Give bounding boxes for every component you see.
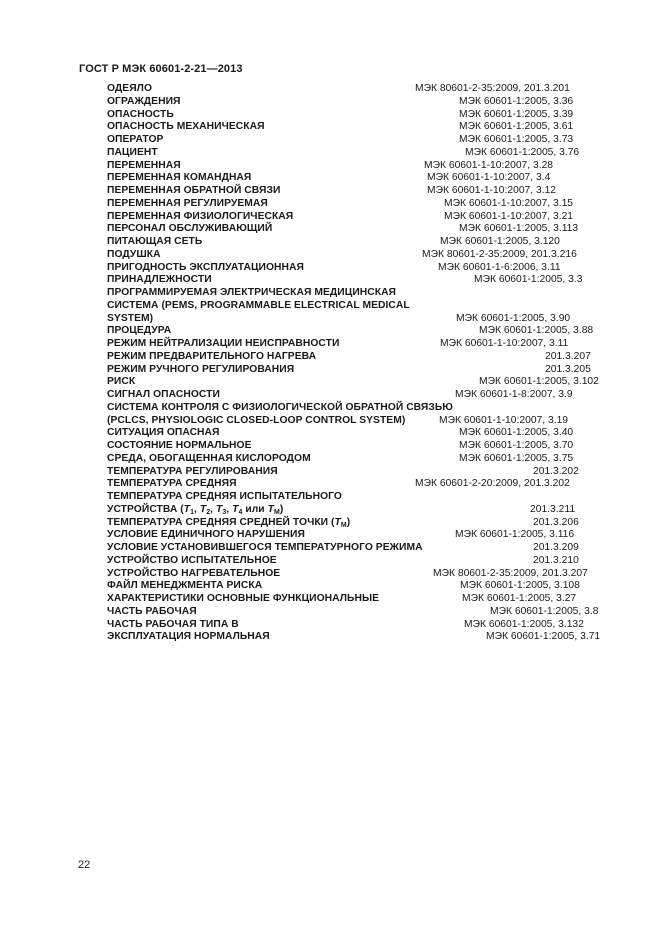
index-entry (107, 542, 607, 555)
index-term: ЭКСПЛУАТАЦИЯ НОРМАЛЬНАЯ (107, 631, 270, 643)
index-entry (107, 453, 607, 466)
index-term: РИСК (107, 376, 136, 388)
index-term: ОДЕЯЛО (107, 83, 153, 94)
index-term: ПИТАЮЩАЯ СЕТЬ (107, 236, 203, 247)
index-entry (107, 96, 607, 109)
index-reference: 201.3.207 (545, 350, 591, 362)
index-term: SYSTEM) (107, 312, 154, 324)
index-reference: 201.3.202 (533, 465, 579, 477)
index-reference: МЭК 60601-1-10:2007, 3.11 (440, 338, 569, 349)
index-reference: МЭК 60601-1:2005, 3.88 (479, 325, 594, 337)
index-term: ПЕРЕМЕННАЯ ФИЗИОЛОГИЧЕСКАЯ (107, 210, 294, 222)
index-entry (107, 529, 607, 542)
index-reference: 201.3.206 (533, 516, 579, 528)
index-term: (PCLCS, PHYSIOLOGIC CLOSED-LOOP CONTROL SYSTEM) (107, 414, 406, 426)
index-reference: МЭК 60601-1:2005, 3.61 (459, 121, 574, 133)
index-entry (107, 440, 607, 453)
index-entry (107, 389, 607, 402)
index-term: УСТРОЙСТВО ИСПЫТАТЕЛЬНОЕ (107, 554, 277, 566)
index-term: ОПЕРАТОР (107, 134, 164, 145)
index-reference: МЭК 60601-1:2005, 3.8 (490, 605, 599, 617)
index-entry (107, 147, 607, 160)
index-term: СИСТЕМА КОНТРОЛЯ С ФИЗИОЛОГИЧЕСКОЙ ОБРАТНОЙ СВЯЗЬЮ (107, 401, 453, 413)
index-reference: МЭК 60601-2-20:2009, 201.3.202 (415, 478, 570, 490)
index-term: ПЕРЕМЕННАЯ ОБРАТНОЙ СВЯЗИ (107, 185, 281, 196)
index-entry (107, 427, 607, 440)
index-term: ЧАСТЬ РАБОЧАЯ (107, 605, 197, 617)
index-term: УСЛОВИЕ ЕДИНИЧНОГО НАРУШЕНИЯ (107, 529, 305, 541)
index-entry (107, 236, 607, 249)
index-reference: МЭК 60601-1:2005, 3.73 (459, 134, 574, 145)
index-reference: МЭК 60601-1:2005, 3.132 (464, 618, 584, 630)
index-entry (107, 619, 607, 632)
index-entry (107, 262, 607, 275)
page-number: 22 (78, 859, 91, 871)
index-entry (107, 631, 607, 644)
index-term: ТЕМПЕРАТУРА СРЕДНЯЯ ИСПЫТАТЕЛЬНОГО (107, 491, 342, 502)
index-term: УСТРОЙСТВА ($T_1$, $T_2$, $T_3$, $T_4$ или $T_M$) (107, 503, 284, 516)
index-reference: 201.3.205 (545, 363, 591, 375)
index-term: ТЕМПЕРАТУРА РЕГУЛИРОВАНИЯ (107, 465, 278, 477)
index-term: ПРОЦЕДУРА (107, 325, 172, 337)
index-entry (107, 249, 607, 262)
index-entry (107, 580, 607, 593)
index-reference: 201.3.209 (533, 542, 579, 553)
index-reference: 201.3.210 (533, 554, 579, 566)
index-reference: МЭК 60601-1-10:2007, 3.15 (444, 197, 574, 209)
index-entry (107, 466, 607, 479)
index-entry (107, 287, 607, 300)
index-term: ПРИГОДНОСТЬ ЭКСПЛУАТАЦИОННАЯ (107, 261, 304, 273)
index-term: ПРОГРАММИРУЕМАЯ ЭЛЕКТРИЧЕСКАЯ МЕДИЦИНСКАЯ (107, 287, 397, 298)
index-entry (107, 223, 607, 236)
index-term: РЕЖИМ РУЧНОГО РЕГУЛИРОВАНИЯ (107, 363, 295, 375)
index-entry (107, 376, 607, 389)
index-reference: МЭК 60601-1-8:2007, 3.9 (455, 389, 573, 400)
index-reference: МЭК 60601-1-10:2007, 3.21 (444, 210, 574, 222)
index-reference: МЭК 60601-1:2005, 3.102 (479, 376, 599, 388)
index-entry (107, 172, 607, 185)
index-reference: МЭК 60601-1-10:2007, 3.12 (427, 185, 557, 196)
term-index-list (107, 83, 607, 644)
index-term: ПЕРСОНАЛ ОБСЛУЖИВАЮЩИЙ (107, 223, 273, 235)
index-entry (107, 478, 607, 491)
index-entry (107, 491, 607, 504)
index-reference: МЭК 80601-2-35:2009, 201.3.207 (433, 567, 588, 579)
index-reference: МЭК 60601-1:2005, 3.75 (459, 452, 574, 464)
index-entry (107, 351, 607, 364)
index-entry (107, 568, 607, 581)
index-term: УСЛОВИЕ УСТАНОВИВШЕГОСЯ ТЕМПЕРАТУРНОГО РЕЖИМА (107, 542, 423, 553)
index-entry (107, 134, 607, 147)
index-reference: 201.3.211 (530, 503, 576, 515)
index-reference: МЭК 60601-1:2005, 3.27 (462, 593, 577, 604)
index-entry (107, 313, 607, 326)
index-entry (107, 415, 607, 428)
index-reference: МЭК 60601-1:2005, 3.113 (459, 223, 579, 235)
index-entry (107, 121, 607, 134)
index-reference: МЭК 60601-1:2005, 3.70 (459, 440, 574, 451)
index-term: ЧАСТЬ РАБОЧАЯ ТИПА В (107, 618, 239, 630)
index-term: РЕЖИМ ПРЕДВАРИТЕЛЬНОГО НАГРЕВА (107, 350, 317, 362)
index-reference: МЭК 60601-1:2005, 3.39 (459, 108, 574, 120)
index-term: ОГРАЖДЕНИЯ (107, 95, 181, 107)
index-entry (107, 185, 607, 198)
index-term: СОСТОЯНИЕ НОРМАЛЬНОЕ (107, 440, 252, 451)
index-entry (107, 504, 607, 517)
index-term: УСТРОЙСТВО НАГРЕВАТЕЛЬНОЕ (107, 567, 281, 579)
index-reference: МЭК 60601-1-10:2007, 3.4 (427, 172, 551, 184)
index-reference: МЭК 60601-1:2005, 3.40 (459, 427, 574, 439)
index-reference: МЭК 60601-1:2005, 3.90 (456, 312, 571, 324)
index-reference: МЭК 80601-2-35:2009, 201.3.216 (422, 248, 577, 260)
index-reference: МЭК 60601-1:2005, 3.116 (455, 529, 575, 541)
index-entry (107, 160, 607, 173)
index-reference: МЭК 60601-1:2005, 3.71 (486, 631, 601, 643)
index-entry (107, 517, 607, 530)
index-entry (107, 593, 607, 606)
index-entry (107, 402, 607, 415)
index-term: СРЕДА, ОБОГАЩЕННАЯ КИСЛОРОДОМ (107, 452, 311, 464)
index-entry (107, 109, 607, 122)
index-term: ТЕМПЕРАТУРА СРЕДНЯЯ (107, 478, 237, 490)
index-term: ХАРАКТЕРИСТИКИ ОСНОВНЫЕ ФУНКЦИОНАЛЬНЫЕ (107, 593, 380, 604)
index-term: ФАЙЛ МЕНЕДЖМЕНТА РИСКА (107, 580, 263, 592)
index-reference: МЭК 60601-1:2005, 3.76 (465, 146, 580, 158)
index-reference: МЭК 60601-1-6:2006, 3.11 (438, 261, 561, 273)
index-entry (107, 325, 607, 338)
index-term: ОПАСНОСТЬ МЕХАНИЧЕСКАЯ (107, 121, 265, 133)
index-entry (107, 555, 607, 568)
index-reference: МЭК 80601-2-35:2009, 201.3.201 (415, 83, 570, 94)
index-term: ПЕРЕМЕННАЯ КОМАНДНАЯ (107, 172, 252, 184)
index-reference: МЭК 60601-1-10:2007, 3.19 (439, 414, 569, 426)
index-reference: МЭК 60601-1:2005, 3.3 (474, 274, 583, 286)
index-entry (107, 364, 607, 377)
index-reference: МЭК 60601-1:2005, 3.120 (440, 236, 560, 247)
index-reference: МЭК 60601-1:2005, 3.108 (460, 580, 580, 592)
index-entry (107, 83, 607, 96)
index-term: ПАЦИЕНТ (107, 146, 158, 158)
index-entry (107, 606, 607, 619)
index-entry (107, 211, 607, 224)
index-term: ТЕМПЕРАТУРА СРЕДНЯЯ СРЕДНЕЙ ТОЧКИ $(T_M)$ (107, 516, 351, 529)
index-term: СИТУАЦИЯ ОПАСНАЯ (107, 427, 220, 439)
index-reference: МЭК 60601-1:2005, 3.36 (459, 95, 574, 107)
index-entry (107, 198, 607, 211)
index-term: ПОДУШКА (107, 248, 161, 260)
index-entry (107, 300, 607, 313)
index-term: РЕЖИМ НЕЙТРАЛИЗАЦИИ НЕИСПРАВНОСТИ (107, 338, 340, 349)
index-entry (107, 274, 607, 287)
index-reference: МЭК 60601-1-10:2007, 3.28 (424, 159, 554, 171)
document-header: ГОСТ Р МЭК 60601-2-21—2013 (79, 63, 243, 75)
index-term: СИСТЕМА (PEMS, PROGRAMMABLE ELECTRICAL MEDICAL (107, 299, 410, 311)
index-term: СИГНАЛ ОПАСНОСТИ (107, 389, 220, 400)
index-term: ПЕРЕМЕННАЯ (107, 159, 181, 171)
index-term: ПРИНАДЛЕЖНОСТИ (107, 274, 212, 286)
index-term: ПЕРЕМЕННАЯ РЕГУЛИРУЕМАЯ (107, 197, 268, 209)
index-entry (107, 338, 607, 351)
index-term: ОПАСНОСТЬ (107, 108, 174, 120)
